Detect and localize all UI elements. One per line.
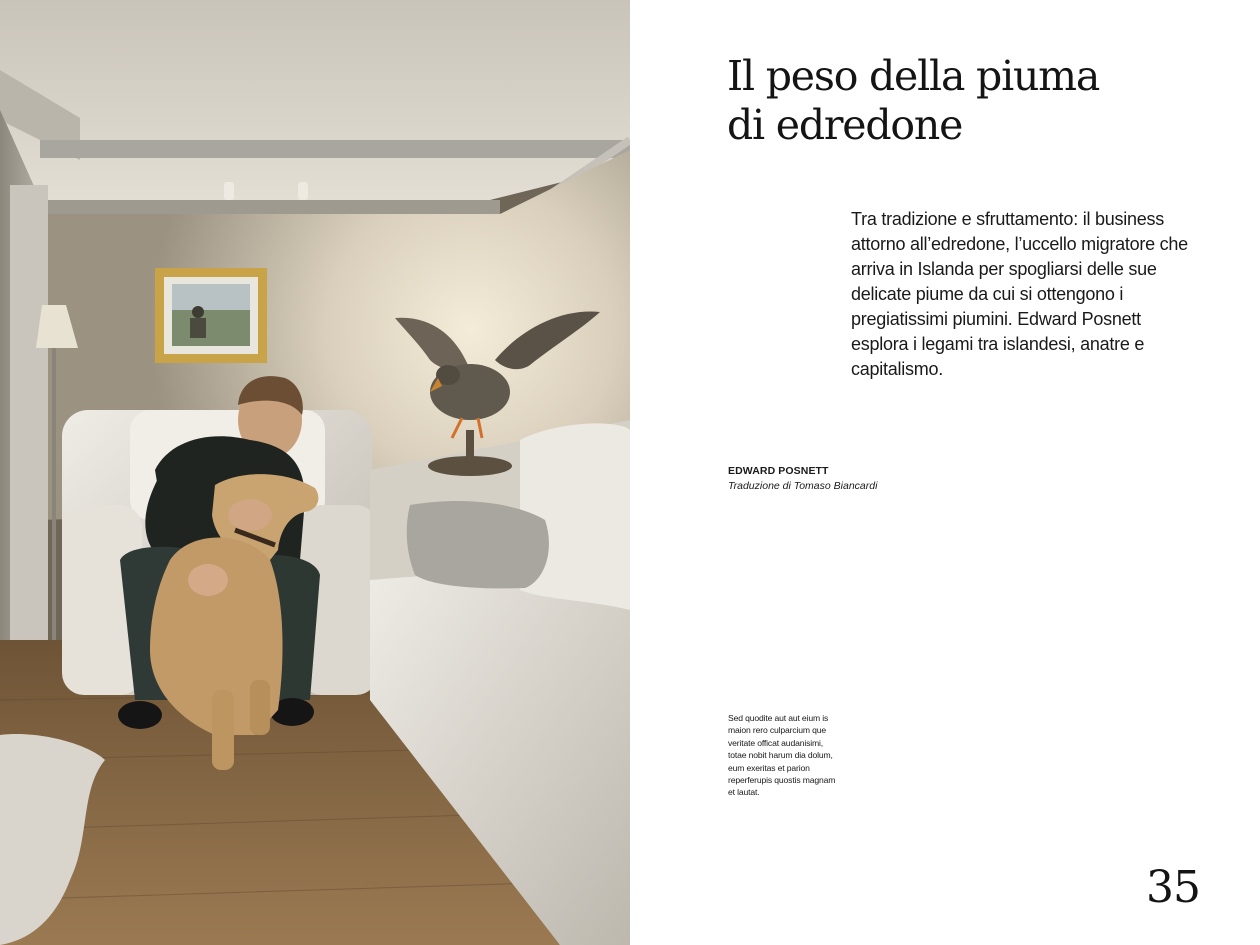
standfirst: Tra tradizione e sfruttamento: il business attorno all’edredone, l’uccello migratore che arriva in Islanda per spogliarsi delle sue delicate piume da cui si ottengono i pregiatissimi piumini. Edward Posnett esplora i legami tra islandesi, anatre e capitalismo.: [851, 209, 1188, 379]
byline: [728, 464, 1028, 494]
title-line-1: Il peso della piuma: [727, 52, 1100, 100]
page-number: 35: [1146, 862, 1200, 913]
article-title: [727, 52, 1207, 150]
photo-caption: Sed quodite aut aut eium is maion rero culparcium que veritate officat audanisimi, totae nobit harum dia dolum, eum exeritas et parion reperferupis quostis magnam et lautat.: [728, 713, 836, 798]
text-page: [630, 0, 1260, 945]
translator-credit: Traduzione di Tomaso Biancardi: [728, 480, 878, 492]
title-line-2: di edredone: [727, 101, 963, 149]
author-name: EDWARD POSNETT: [728, 465, 829, 477]
